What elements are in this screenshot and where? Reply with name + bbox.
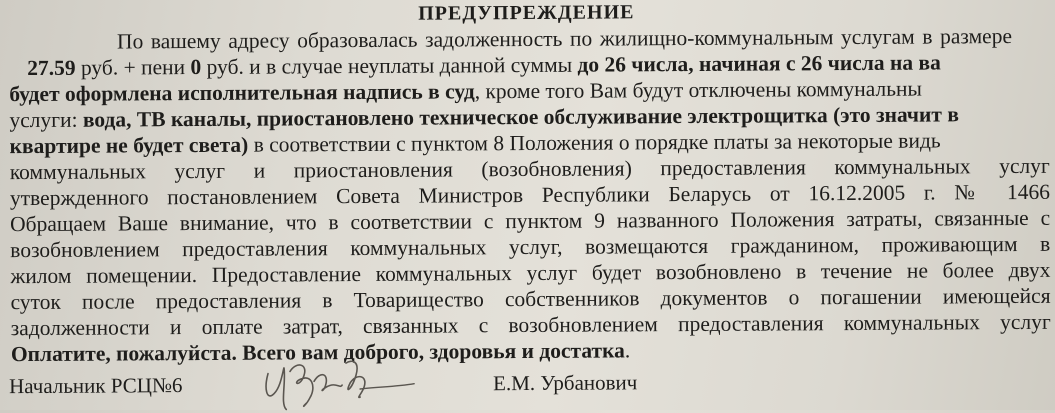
notice-line-10-text: жилом помещении. Предоставление коммунальных услуг будет возобновлено в течение не более двух: [10, 257, 1051, 289]
notice-line-11-text: суток после предоставления в Товарищество собственников документов о погашении имеющейся: [10, 283, 1051, 315]
notice-title: ПРЕДУПРЕЖДЕНИЕ: [418, 1, 635, 25]
no-electricity-warning: квартире не будет света): [9, 132, 249, 159]
notice-line-1-text: По вашему адресу образовалась задолженность по жилищно-коммунальным услугам в размере: [116, 24, 1013, 54]
notice-line-8-text: Обращаем Ваше внимание, что в соответствии с пунктом 9 названного Положения затраты, связанные с: [10, 205, 1051, 237]
notice-line-2-part-a: руб. + пени: [75, 55, 191, 80]
signatory-name: Е.М. Урбанович: [493, 370, 638, 396]
payment-deadline: до 26 числа, начиная с 26 числа на ва: [577, 50, 941, 77]
closing-period: .: [624, 338, 631, 363]
debt-amount: 27.59: [27, 55, 76, 81]
closing-wishes: Оплатите, пожалуйста. Всего вам доброго, здоровья и достатка: [10, 338, 625, 367]
signatory-position: Начальник РСЦ№6: [9, 373, 183, 399]
penalty-amount: 0: [190, 54, 202, 80]
notice-line-2-part-b: руб. и в случае неуплаты данной суммы: [201, 52, 578, 79]
disconnected-services: вода, ТВ каналы, приостановлено техническое обслуживание электрощитка (это значит в: [82, 102, 959, 132]
notice-line-5-rest: в соответствии с пунктом 8 Положения о порядке платы за некоторые видь: [248, 128, 941, 157]
notice-line-13: [11, 335, 1055, 367]
notice-line-4-start: услуги:: [9, 107, 83, 133]
notice-line-7-text: утвержденного постановлением Совета Министров Республики Беларусь от 16.12.2005 г. № 1466: [9, 179, 1051, 211]
notice-line-12-text: задолженности и оплате затрат, связанных с возобновлением предоставления коммунальных услуг: [10, 309, 1051, 341]
notice-line-3-rest: , кроме того Вам будут отключены коммунальны: [474, 76, 922, 104]
notice-line-9-text: возобновлением предоставления коммунальных услуг, возмещаются гражданином, проживающим в: [10, 231, 1051, 263]
court-warning: будет оформлена исполнительная надпись в суд: [9, 79, 475, 107]
handwritten-signature: [256, 353, 426, 412]
notice-line-6-text: коммунальных услуг и приостановления (возобновления) предоставления коммунальных услуг: [9, 153, 1050, 185]
